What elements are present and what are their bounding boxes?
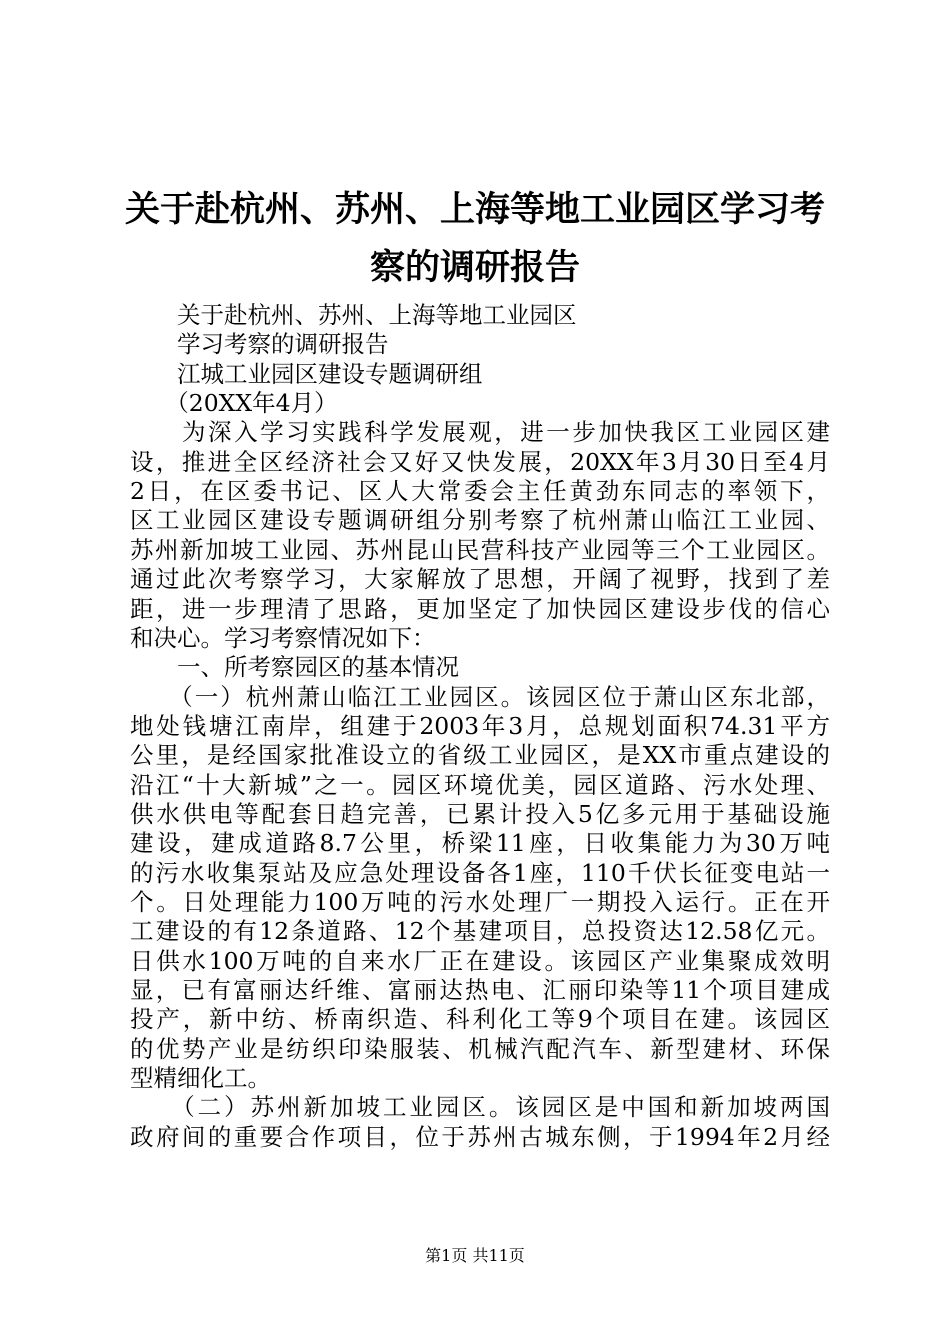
- body-line: 苏州新加坡工业园、苏州昆山民营科技产业园等三个工业园区。: [130, 535, 830, 564]
- body-line: 公里，是经国家批准设立的省级工业园区，是XX市重点建设的: [130, 741, 830, 770]
- body-line: 工建设的有12条道路、12个基建项目，总投资达12.58亿元。: [130, 917, 830, 946]
- body-line: 2日，在区委书记、区人大常委会主任黄劲东同志的率领下，: [130, 477, 830, 506]
- document-title-line-1: 关于赴杭州、苏州、上海等地工业园区学习考: [124, 190, 825, 230]
- body-line: 的优势产业是纺织印染服装、机械汽配汽车、新型建材、环保: [130, 1034, 830, 1063]
- body-line: 政府间的重要合作项目，位于苏州古城东侧，于1994年2月经: [130, 1122, 830, 1151]
- body-line: （一）杭州萧山临江工业园区。该园区位于萧山区东北部，: [130, 682, 830, 711]
- body-line: 建设，建成道路8.7公里，桥梁11座，日收集能力为30万吨: [130, 829, 830, 858]
- body-line: 通过此次考察学习，大家解放了思想，开阔了视野，找到了差: [130, 565, 830, 594]
- document-title-line-2: 察的调研报告: [369, 248, 580, 288]
- body-line: 区工业园区建设专题调研组分别考察了杭州萧山临江工业园、: [130, 506, 830, 535]
- body-line: （二）苏州新加坡工业园区。该园区是中国和新加坡两国: [130, 1093, 830, 1122]
- body-line: 日供水100万吨的自来水厂正在建设。该园区产业集聚成效明: [130, 946, 830, 975]
- body-line: 距，进一步理清了思路，更加坚定了加快园区建设步伐的信心: [130, 594, 830, 623]
- body-line: 的污水收集泵站及应急处理设备各1座，110千伏长征变电站一: [130, 858, 830, 887]
- body-line: 一、所考察园区的基本情况: [130, 653, 459, 682]
- body-line: 沿江“十大新城”之一。园区环境优美，园区道路、污水处理、: [130, 770, 830, 799]
- body-line: 型精细化工。: [130, 1064, 271, 1093]
- body-line: 关于赴杭州、苏州、上海等地工业园区: [130, 301, 577, 329]
- body-line: 个。日处理能力100万吨的污水处理厂一期投入运行。正在开: [130, 888, 830, 916]
- body-line: 设，推进全区经济社会又好又快发展，20XX年3月30日至4月: [130, 447, 830, 476]
- body-line: 学习考察的调研报告: [130, 330, 389, 359]
- body-line: 地处钱塘江南岸，组建于2003年3月，总规划面积74.31平方: [130, 711, 830, 740]
- body-line: （20XX年4月）: [130, 389, 338, 418]
- body-line: 江城工业园区建设专题调研组: [130, 359, 483, 388]
- body-line: 投产，新中纺、桥南织造、科利化工等9个项目在建。该园区: [130, 1005, 830, 1034]
- body-line: 为深入学习实践科学发展观，进一步加快我区工业园区建: [130, 418, 830, 447]
- body-line: 显，已有富丽达纤维、富丽达热电、汇丽印染等11个项目建成: [130, 976, 830, 1005]
- page-footer: 第1页 共11页: [425, 1246, 525, 1265]
- body-line: 供水供电等配套日趋完善，已累计投入5亿多元用于基础设施: [130, 799, 830, 828]
- body-line: 和决心。学习考察情况如下：: [130, 623, 436, 652]
